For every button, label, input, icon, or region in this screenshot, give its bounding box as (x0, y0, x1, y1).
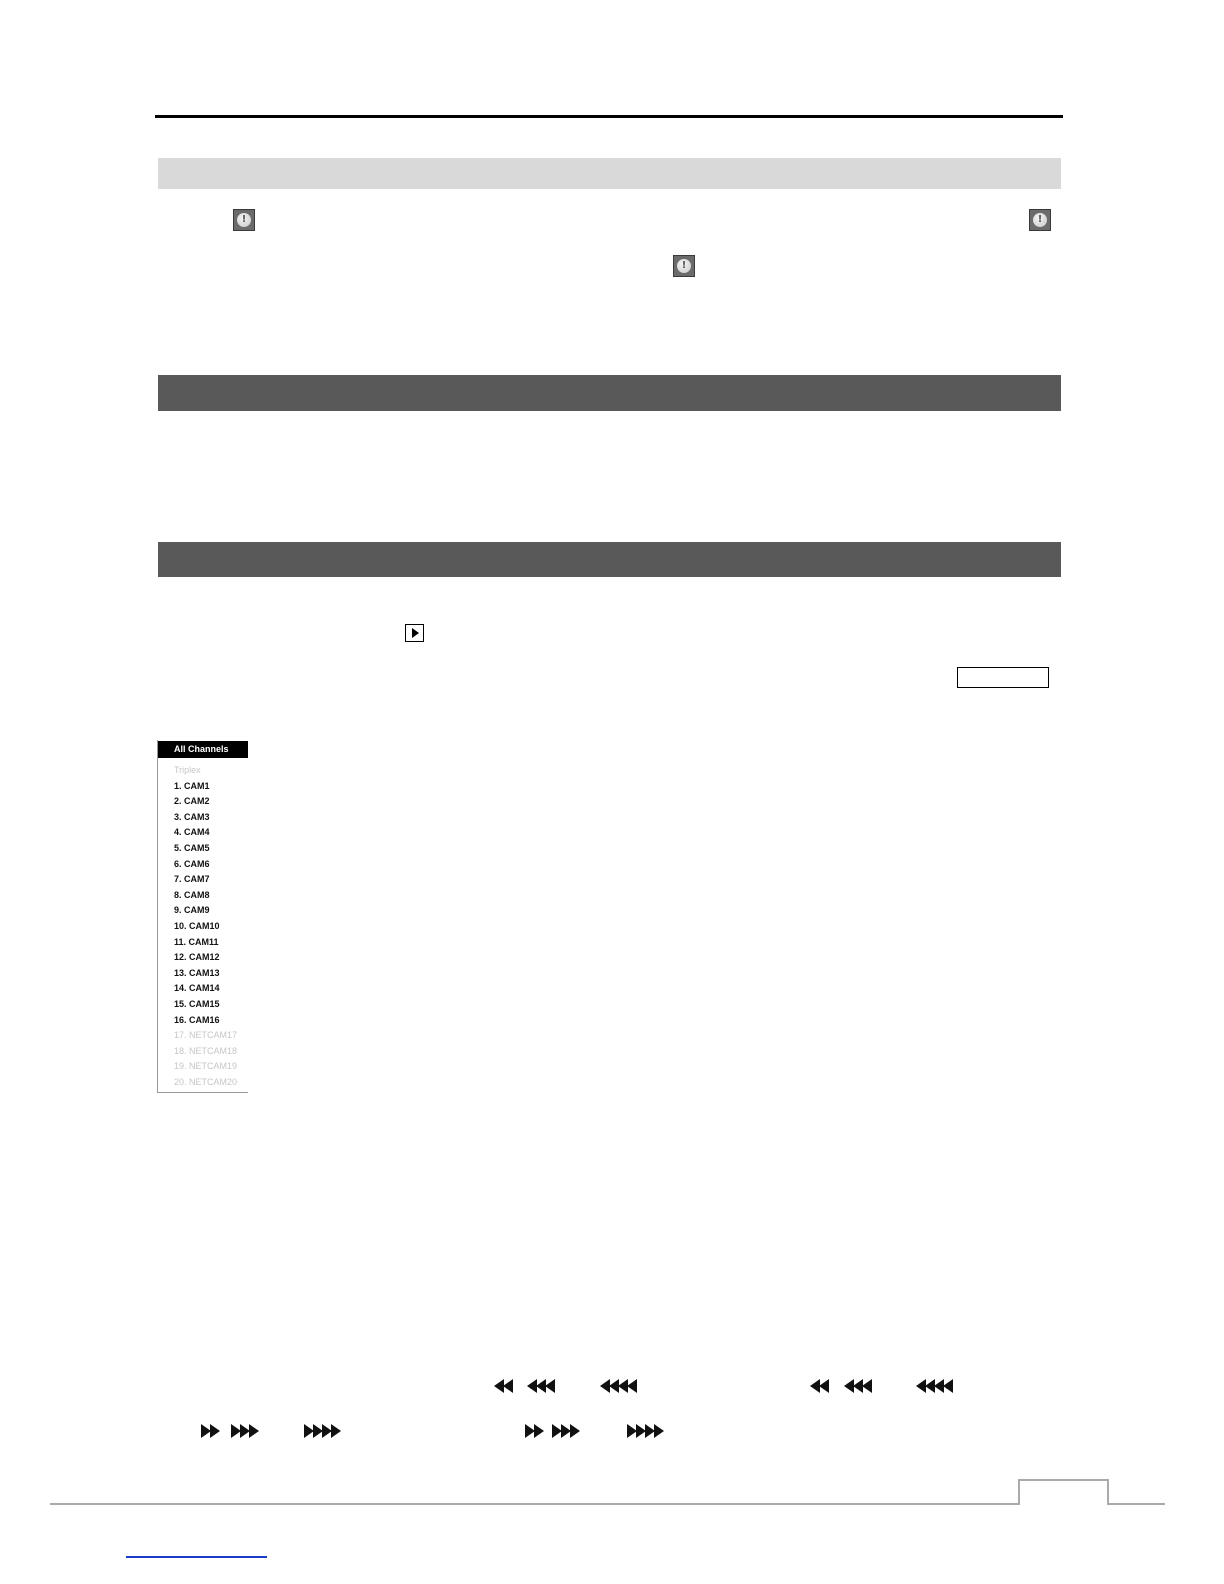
footer-link-underline[interactable] (126, 1556, 267, 1558)
channel-menu-item[interactable]: 4. CAM4 (174, 827, 210, 838)
channel-menu-item: 17. NETCAM17 (174, 1030, 238, 1041)
rewind-icon (494, 1378, 511, 1394)
channel-menu-item[interactable]: 13. CAM13 (174, 967, 220, 978)
footer-rule (50, 1503, 1165, 1505)
channel-menu-item: Triplex (174, 765, 201, 775)
channel-menu-item[interactable]: 3. CAM3 (174, 811, 210, 822)
rewind-icon (844, 1378, 870, 1394)
channel-menu-item[interactable]: 10. CAM10 (174, 921, 220, 931)
section-heading-band-dark (158, 542, 1061, 577)
fast-forward-icon (231, 1423, 257, 1439)
fast-forward-icon (552, 1423, 578, 1439)
channel-menu-item[interactable]: 8. CAM8 (174, 889, 210, 900)
channel-menu-item[interactable]: 5. CAM5 (174, 843, 210, 853)
channel-menu-item: 20. NETCAM20 (174, 1077, 238, 1087)
top-rule (155, 115, 1063, 118)
fast-forward-icon (304, 1423, 339, 1439)
section-heading-band (158, 158, 1061, 189)
alert-icon: ! (673, 255, 695, 277)
channel-menu-item[interactable]: 6. CAM6 (174, 858, 210, 869)
channel-menu-item[interactable]: 9. CAM9 (174, 905, 210, 916)
section-heading-band-dark (158, 375, 1061, 411)
channel-menu-item[interactable]: 14. CAM14 (174, 983, 220, 994)
menu-item-all-channels[interactable]: All Channels (158, 741, 248, 758)
page-number-tab (1018, 1479, 1109, 1505)
channel-menu (157, 740, 248, 1093)
channel-menu-item[interactable]: 12. CAM12 (174, 952, 220, 963)
channel-menu-item[interactable]: 16. CAM16 (174, 1014, 220, 1025)
rewind-icon (810, 1378, 827, 1394)
rewind-icon (527, 1378, 553, 1394)
channel-menu-item[interactable]: 1. CAM1 (174, 780, 210, 791)
alert-icon: ! (1029, 209, 1051, 231)
channel-menu-item[interactable]: 11. CAM11 (174, 936, 219, 947)
rewind-icon (916, 1378, 951, 1394)
rewind-icon (600, 1378, 635, 1394)
channel-menu-item[interactable]: 15. CAM15 (174, 999, 220, 1009)
channel-menu-item[interactable]: 7. CAM7 (174, 874, 210, 885)
channel-menu-item[interactable]: 2. CAM2 (174, 796, 210, 807)
alert-icon: ! (233, 209, 255, 231)
channel-menu-item: 18. NETCAM18 (174, 1045, 238, 1056)
fast-forward-icon (627, 1423, 662, 1439)
fast-forward-icon (201, 1423, 218, 1439)
play-icon[interactable] (405, 624, 424, 642)
fast-forward-icon (525, 1423, 542, 1439)
channel-menu-item: 19. NETCAM19 (174, 1061, 238, 1072)
button-outline[interactable] (957, 667, 1049, 688)
